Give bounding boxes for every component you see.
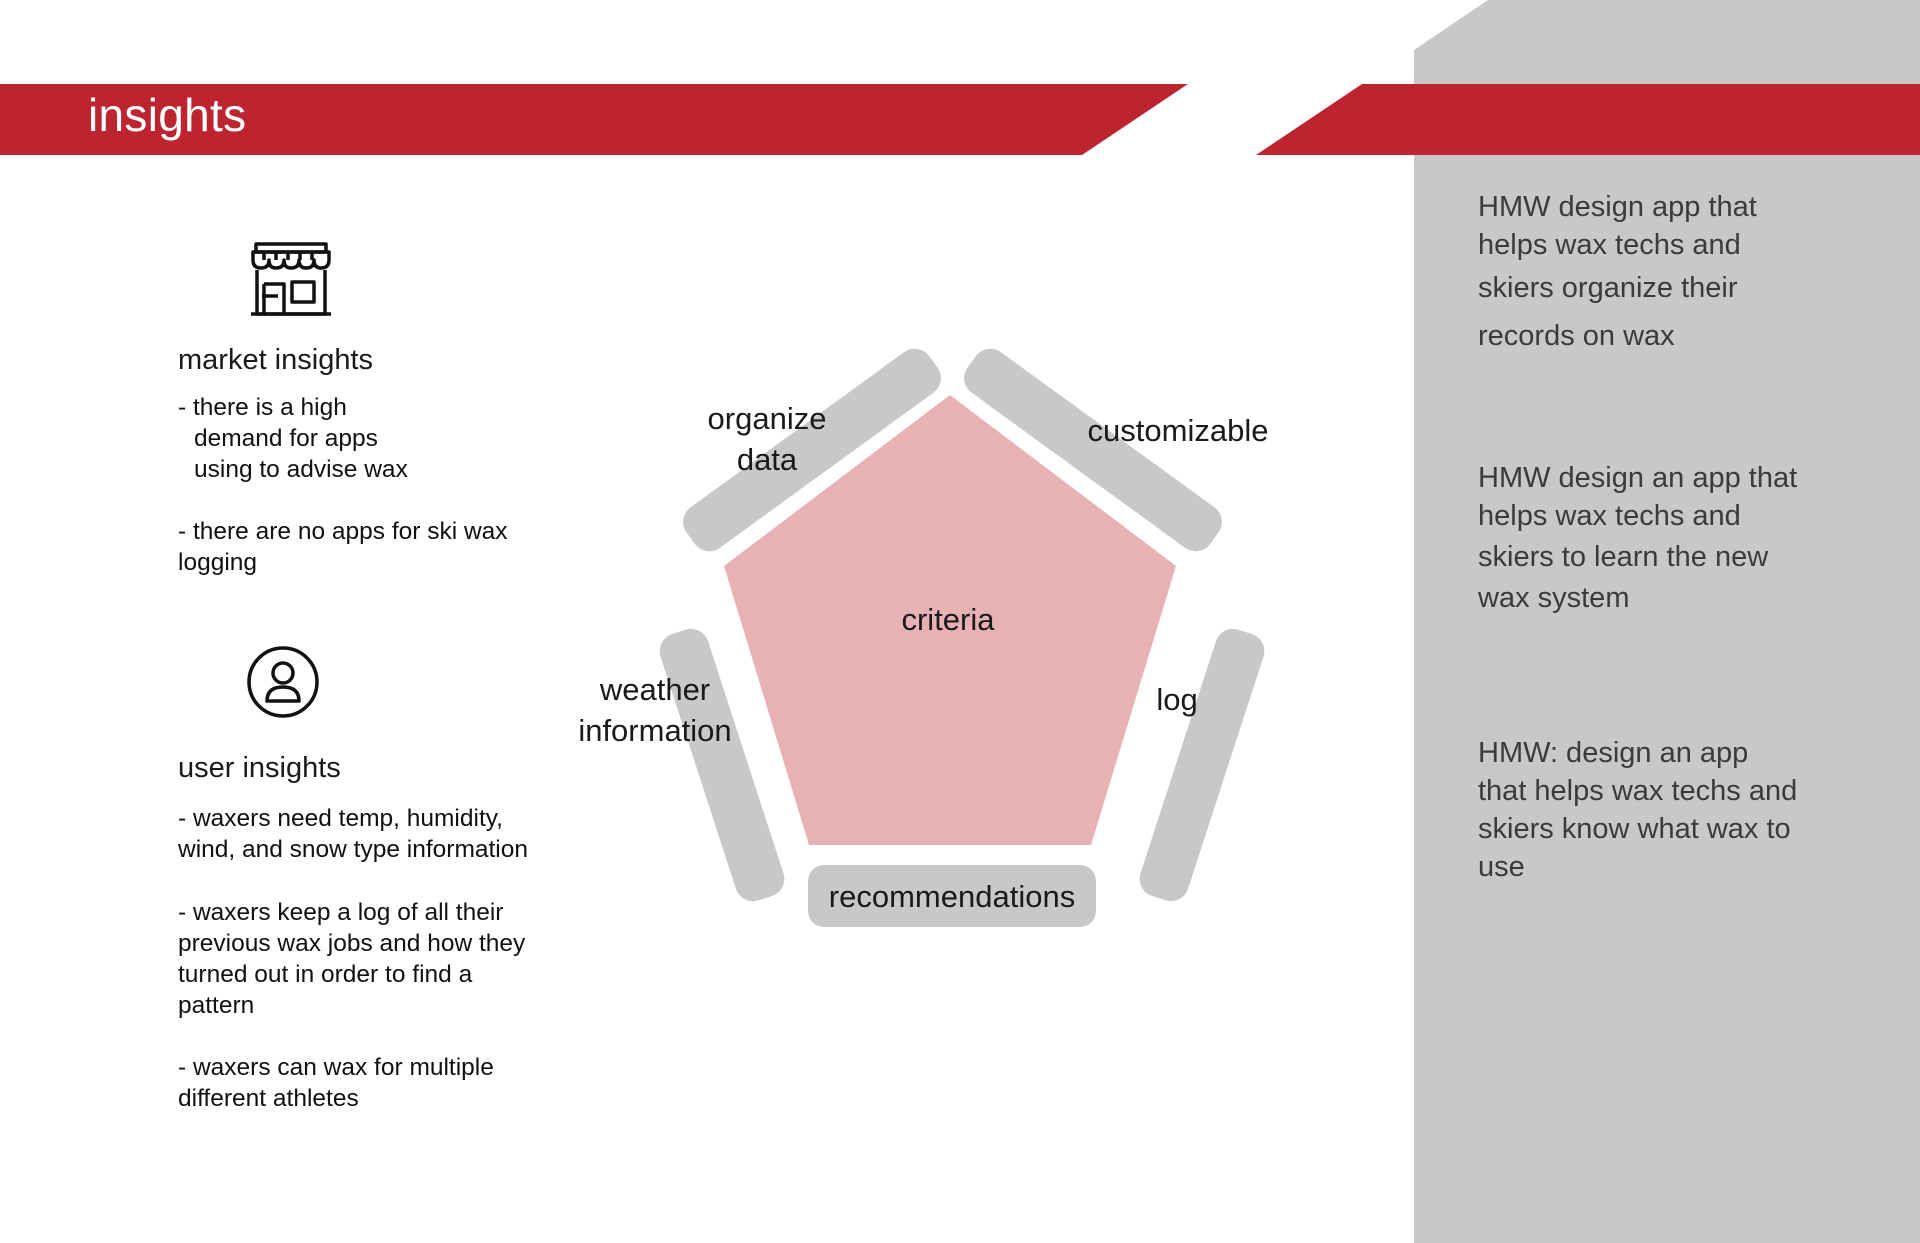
hmw-statement-3 <box>1478 734 1878 886</box>
bullet-line: - waxers can wax for multiple <box>178 1054 494 1081</box>
criteria-label: criteria <box>901 602 995 637</box>
user-bullet-3 <box>178 1052 494 1114</box>
bullet-line: - waxers keep a log of all their <box>178 899 504 926</box>
user-bullet-2 <box>178 897 525 1021</box>
hmw-line: HMW: design an app <box>1478 737 1749 769</box>
label-line: weather <box>599 672 711 707</box>
title-banner-right <box>1256 84 1920 155</box>
user-bullet-1 <box>178 803 528 865</box>
bullet-line: using to advise wax <box>194 456 408 483</box>
hmw-line: HMW design app that <box>1478 191 1757 223</box>
hmw-line: skiers to learn the new <box>1478 541 1769 573</box>
bullet-line: - there are no apps for ski wax <box>178 518 508 545</box>
bullet-line: previous wax jobs and how they <box>178 930 526 957</box>
hmw-line: use <box>1478 851 1525 883</box>
bullet-line: wind, and snow type information <box>178 836 528 863</box>
bullet-line: pattern <box>178 992 255 1019</box>
hmw-statement-2 <box>1478 459 1878 617</box>
label-line: log <box>1156 682 1198 717</box>
segment-label-log <box>1137 679 1217 720</box>
bullet-line: turned out in order to find a <box>178 961 473 988</box>
hmw-line: skiers know what wax to <box>1478 813 1791 845</box>
user-circle-icon <box>246 645 320 724</box>
hmw-line: HMW design an app that <box>1478 462 1798 494</box>
hmw-line: helps wax techs and <box>1478 229 1741 261</box>
hmw-line: helps wax techs and <box>1478 500 1741 532</box>
bullet-line: different athletes <box>178 1085 359 1112</box>
bullet-line: - there is a high <box>178 394 347 421</box>
hmw-statement-1 <box>1478 188 1878 360</box>
hmw-line: records on wax <box>1478 320 1675 352</box>
label-line: customizable <box>1087 413 1269 448</box>
segment-label-recommendations <box>808 876 1096 917</box>
hmw-line: skiers organize their <box>1478 272 1738 304</box>
hmw-line: that helps wax techs and <box>1478 775 1798 807</box>
segment-label-organize-data <box>667 398 867 480</box>
market-bullet-2 <box>178 516 508 578</box>
label-line: data <box>736 442 798 477</box>
label-line: information <box>578 713 732 748</box>
label-line: recommendations <box>828 879 1076 914</box>
segment-label-customizable <box>1058 410 1298 451</box>
storefront-icon <box>248 238 334 325</box>
segment-log <box>1135 624 1269 906</box>
market-bullet-1 <box>178 392 408 485</box>
market-insights-title: market insights <box>178 344 374 376</box>
label-line: organize <box>707 401 827 436</box>
page-title: insights <box>88 89 247 141</box>
bullet-line: demand for apps <box>194 425 378 452</box>
bullet-line: logging <box>178 549 258 576</box>
user-insights-title: user insights <box>178 752 341 784</box>
hmw-panel <box>1414 0 1920 1243</box>
segment-label-weather-information <box>555 669 755 751</box>
bullet-line: - waxers need temp, humidity, <box>178 805 503 832</box>
hmw-line: wax system <box>1478 582 1630 614</box>
